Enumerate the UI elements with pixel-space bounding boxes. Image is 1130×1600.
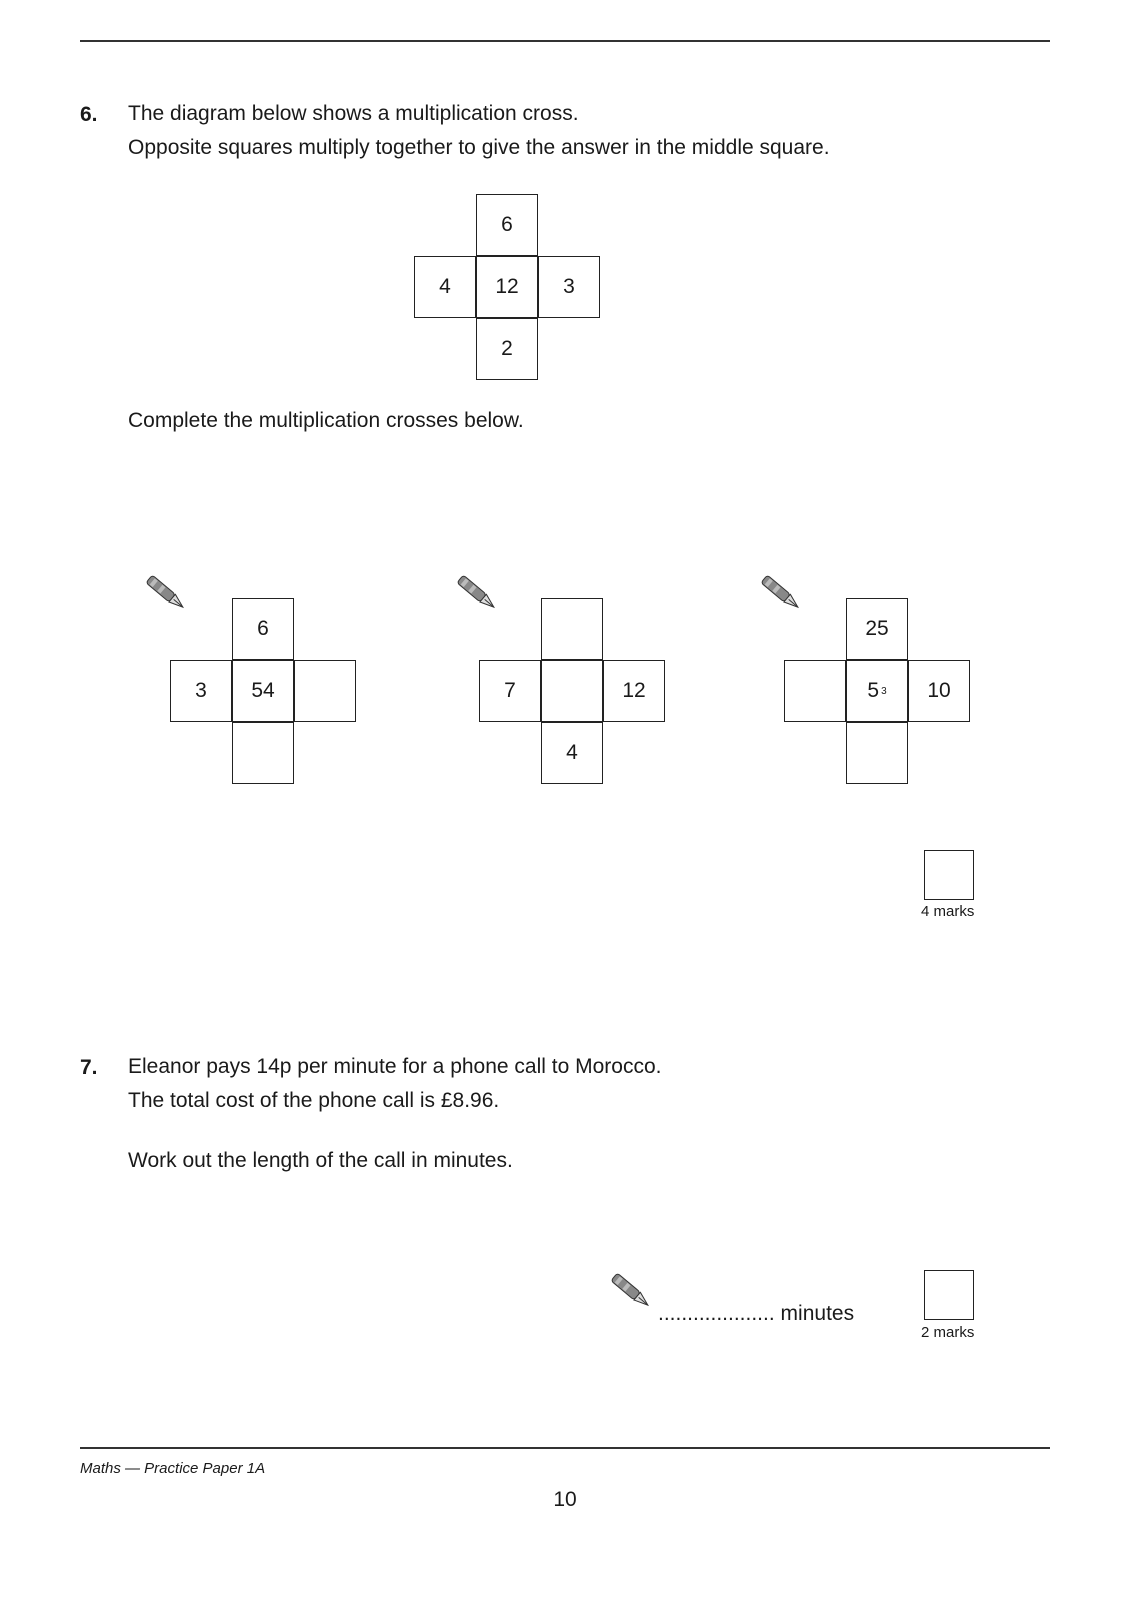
cross-cell-middle: 12 [476, 256, 538, 318]
cross-cell-top: 25 [846, 598, 908, 660]
cross-cell-top: 6 [232, 598, 294, 660]
cross-cell-left: 7 [479, 660, 541, 722]
middle-exponent: 3 [881, 685, 887, 697]
question-7-line-1: Eleanor pays 14p per minute for a phone call to Morocco. [128, 1055, 662, 1078]
cross-cell-bottom: 2 [476, 318, 538, 380]
cross-cell-left: 3 [170, 660, 232, 722]
multiplication-cross-2 [479, 598, 665, 784]
page-number: 10 [553, 1488, 577, 1511]
cross-cell-left: 4 [414, 256, 476, 318]
q6-marks-label: 4 marks [921, 903, 975, 920]
cross-cell-top: 6 [476, 194, 538, 256]
question-6-line-2: Opposite squares multiply together to give the answer in the middle square. [128, 136, 830, 159]
question-6-number: 6. [80, 103, 98, 126]
cross-answer-cell-middle[interactable] [541, 660, 603, 722]
example-multiplication-cross [414, 194, 600, 380]
question-7-instruction: Work out the length of the call in minutes. [128, 1149, 513, 1172]
pen-nib-icon [603, 1266, 659, 1316]
cross-cell-bottom: 4 [541, 722, 603, 784]
question-7-number: 7. [80, 1056, 98, 1079]
cross-answer-cell-right[interactable] [294, 660, 356, 722]
multiplication-cross-1 [170, 598, 356, 784]
cross-cell-middle [846, 660, 908, 722]
q7-answer-field[interactable] [658, 1302, 854, 1326]
top-rule [80, 40, 1050, 42]
q6-marks-box [924, 850, 974, 900]
answer-unit: minutes [780, 1302, 855, 1325]
middle-base: 5 [867, 679, 880, 702]
answer-dots: .................... [658, 1302, 775, 1325]
question-6-instruction: Complete the multiplication crosses below. [128, 409, 524, 432]
cross-cell-right: 3 [538, 256, 600, 318]
cross-answer-cell-bottom[interactable] [846, 722, 908, 784]
bottom-rule [80, 1447, 1050, 1449]
cross-answer-cell-bottom[interactable] [232, 722, 294, 784]
q7-marks-box [924, 1270, 974, 1320]
cross-answer-cell-left[interactable] [784, 660, 846, 722]
multiplication-cross-3 [784, 598, 970, 784]
question-6-line-1: The diagram below shows a multiplication cross. [128, 102, 579, 125]
cross-cell-middle: 54 [232, 660, 294, 722]
paper-title: Maths — Practice Paper 1A [80, 1460, 266, 1477]
cross-cell-right: 12 [603, 660, 665, 722]
cross-answer-cell-top[interactable] [541, 598, 603, 660]
question-7-line-2: The total cost of the phone call is £8.96. [128, 1089, 500, 1112]
cross-cell-right: 10 [908, 660, 970, 722]
q7-marks-label: 2 marks [921, 1324, 975, 1341]
